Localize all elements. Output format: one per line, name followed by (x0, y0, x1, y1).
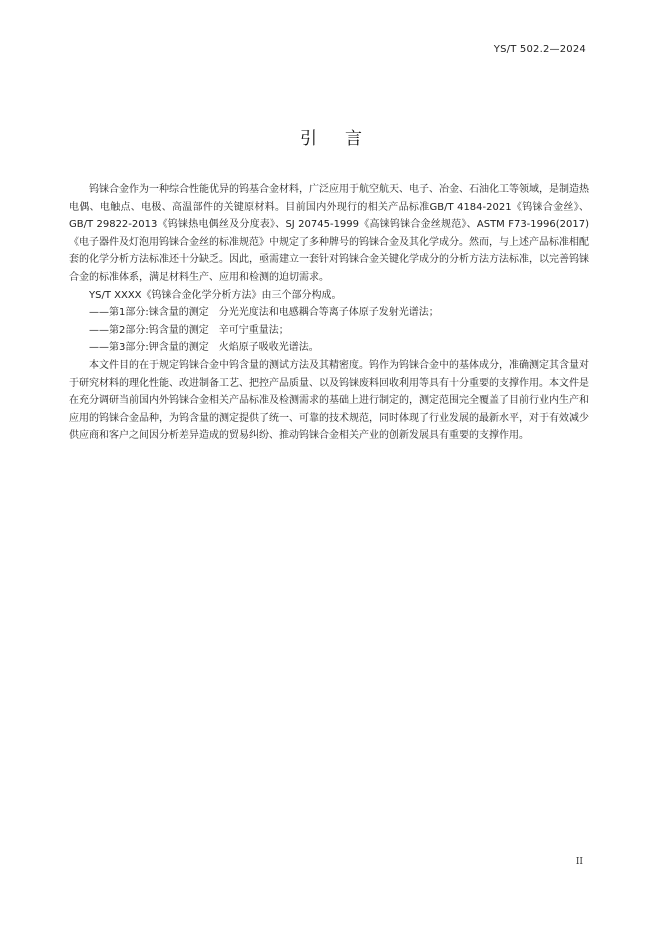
purpose-paragraph: 本文件目的在于规定钨铼合金中钨含量的测试方法及其精密度。钨作为钨铼合金中的基体成分，准确测定其含量对于研究材料的理化性能、改进制备工艺、把控产品质量、以及钨铼废料回收利用等具有十分重要的支撑作用。本文件是在充分调研当前国内外钨铼合金相关产品标准及检测需求的基础上进行制定的，测定范围完全覆盖了目前行业内生产和应用的钨铼合金品种，为钨含量的测定提供了统一、可靠的技术规范，同时体现了行业发展的最新水平，对于有效减少供应商和客户之间因分析差异造成的贸易纠纷、推动钨铼合金相关产业的创新发展具有重要的支撑作用。 (69, 359, 589, 442)
part-list-item: ——第2部分:钨含量的测定 辛可宁重量法； (89, 324, 289, 336)
structure-paragraph: YS/T XXXX《钨铼合金化学分析方法》由三个部分构成。 (89, 289, 342, 301)
page-number: II (575, 857, 583, 867)
part-list-item: ——第3部分:钾含量的测定 火焰原子吸收光谱法。 (89, 342, 319, 354)
introduction-body (69, 181, 589, 445)
part-list-item: ——第1部分:铼含量的测定 分光光度法和电感耦合等离子体原子发射光谱法； (89, 307, 439, 319)
page-title: 引言 (300, 129, 390, 149)
standard-number: YS/T 502.2—2024 (493, 44, 586, 55)
intro-paragraph: 钨铼合金作为一种综合性能优异的钨基合金材料，广泛应用于航空航天、电子、冶金、石油化工等领域，是制造热电偶、电触点、电极、高温部件的关键原材料。目前国内外现行的相关产品标准GB/T 4184-2021《钨铼合金丝》、GB/T 29822-2013《钨铼热电偶丝及分度表》、SJ 20745-1999《高铼钨铼合金丝规范》、ASTM F73-1996(2017)《电子器件及灯泡用钨铼合金丝的标准规范》中规定了多种牌号的钨铼合金及其化学成分。然而，与上述产品标准相配套的化学分析方法标准还十分缺乏。因此，亟需建立一套针对钨铼合金关键化学成分的分析方法方法标准，以完善钨铼合金的标准体系，满足材料生产、应用和检测的迫切需求。 (69, 184, 589, 283)
